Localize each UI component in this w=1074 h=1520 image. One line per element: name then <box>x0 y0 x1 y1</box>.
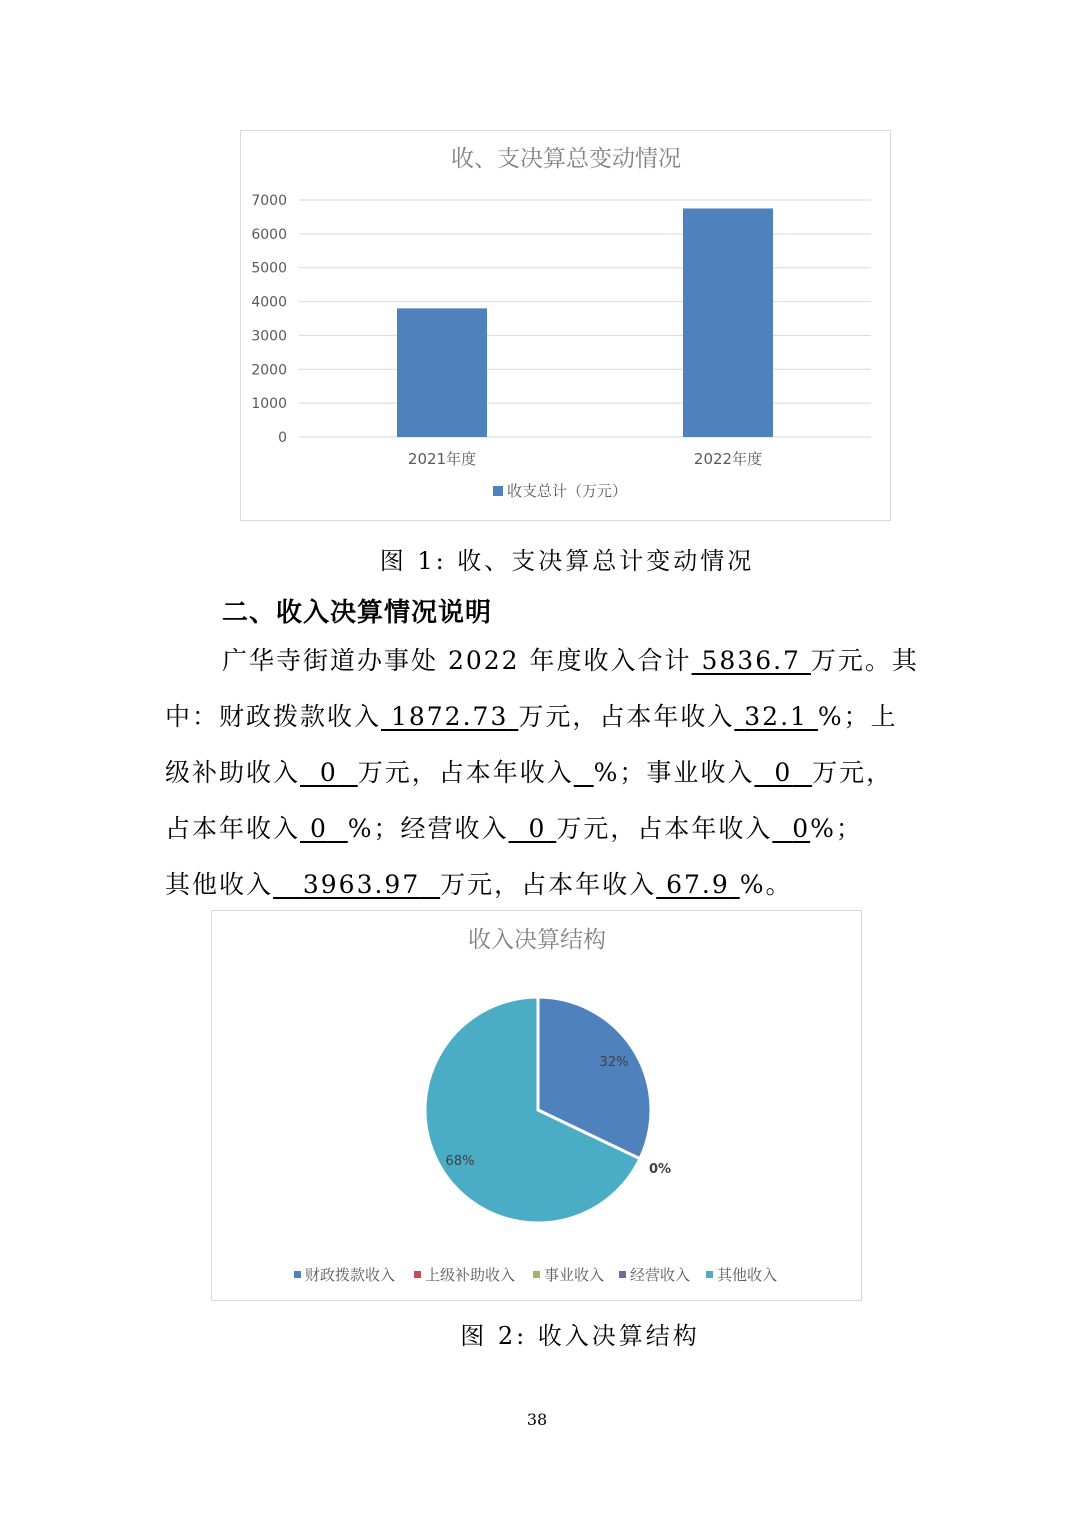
operating-income-percent: 0 <box>792 814 811 843</box>
y-tick-label: 6000 <box>251 226 287 243</box>
y-tick-label: 3000 <box>251 328 287 345</box>
text: 中：财政拨款收入 <box>165 702 382 731</box>
paragraph-line-2 <box>165 697 898 733</box>
text: 万元，占本年收入 <box>440 870 657 899</box>
y-tick-label: 1000 <box>251 396 287 413</box>
text: %；事业收入 <box>593 758 755 787</box>
text: %；上 <box>817 702 898 731</box>
bar-chart <box>240 130 891 521</box>
total-income-value: 5836.7 <box>701 646 801 675</box>
paragraph-line-3 <box>165 753 893 789</box>
text: %。 <box>739 870 793 899</box>
business-income-value: 0 <box>774 758 793 787</box>
fiscal-income-value: 1872.73 <box>390 702 509 731</box>
y-tick-label: 7000 <box>251 193 287 209</box>
text: 万元，占本年收入 <box>556 814 773 843</box>
x-tick-label: 2021年度 <box>407 450 477 468</box>
legend-swatch <box>706 1271 713 1278</box>
legend-swatch <box>619 1271 626 1278</box>
subsidy-income-percent <box>574 758 594 787</box>
bar <box>683 208 773 437</box>
legend-label: 经营收入 <box>630 1266 691 1284</box>
text: 其他收入 <box>165 870 274 899</box>
section-heading: 二、收入决算情况说明 <box>222 598 493 628</box>
page-number: 38 <box>526 1410 548 1429</box>
bar-chart-svg <box>241 131 892 522</box>
text: 广华寺街道办事处 2022 年度收入合计 <box>222 646 692 675</box>
text: %； <box>810 814 863 843</box>
data-label: 32% <box>599 1055 629 1070</box>
legend-swatch <box>294 1271 301 1278</box>
business-income-percent: 0 <box>309 814 328 843</box>
data-label: 0% <box>648 1162 672 1177</box>
legend-swatch <box>493 486 503 496</box>
bar <box>397 308 487 437</box>
text: 级补助收入 <box>165 758 301 787</box>
text: 万元，占本年收入 <box>518 702 735 731</box>
pie-chart-title: 收入决算结构 <box>468 927 606 953</box>
text: 万元。其 <box>810 646 919 675</box>
y-tick-label: 4000 <box>251 294 287 311</box>
text: 占本年收入 <box>165 814 301 843</box>
bar-chart-title: 收、支决算总变动情况 <box>451 146 681 172</box>
operating-income-value: 0 <box>528 814 547 843</box>
figure2-caption: 图 2: 收入决算结构 <box>460 1322 700 1350</box>
text: 万元，占本年收入 <box>357 758 574 787</box>
pie-chart <box>211 910 862 1301</box>
other-income-percent: 67.9 <box>666 870 730 899</box>
y-tick-label: 2000 <box>251 362 287 379</box>
x-tick-label: 2022年度 <box>693 450 763 468</box>
legend-swatch <box>414 1271 421 1278</box>
fiscal-income-percent: 32.1 <box>744 702 808 731</box>
paragraph-line-5 <box>165 865 793 901</box>
legend-label: 收支总计（万元） <box>507 482 628 500</box>
other-income-value: 3963.97 <box>302 870 421 899</box>
legend-label: 上级补助收入 <box>425 1266 516 1284</box>
text: %；经营收入 <box>347 814 509 843</box>
legend-swatch <box>533 1271 540 1278</box>
pie-chart-svg <box>212 911 863 1302</box>
y-tick-label: 0 <box>278 430 287 446</box>
figure1-caption: 图 1: 收、支决算总计变动情况 <box>379 547 755 575</box>
paragraph-line-1 <box>222 641 919 677</box>
subsidy-income-value: 0 <box>319 758 338 787</box>
paragraph-line-4 <box>165 809 863 845</box>
y-tick-label: 5000 <box>251 260 287 277</box>
legend-label: 财政拨款收入 <box>305 1266 396 1284</box>
text: 万元， <box>812 758 894 787</box>
data-label: 68% <box>445 1154 475 1169</box>
legend-label: 其他收入 <box>717 1266 778 1284</box>
legend-label: 事业收入 <box>544 1266 605 1284</box>
